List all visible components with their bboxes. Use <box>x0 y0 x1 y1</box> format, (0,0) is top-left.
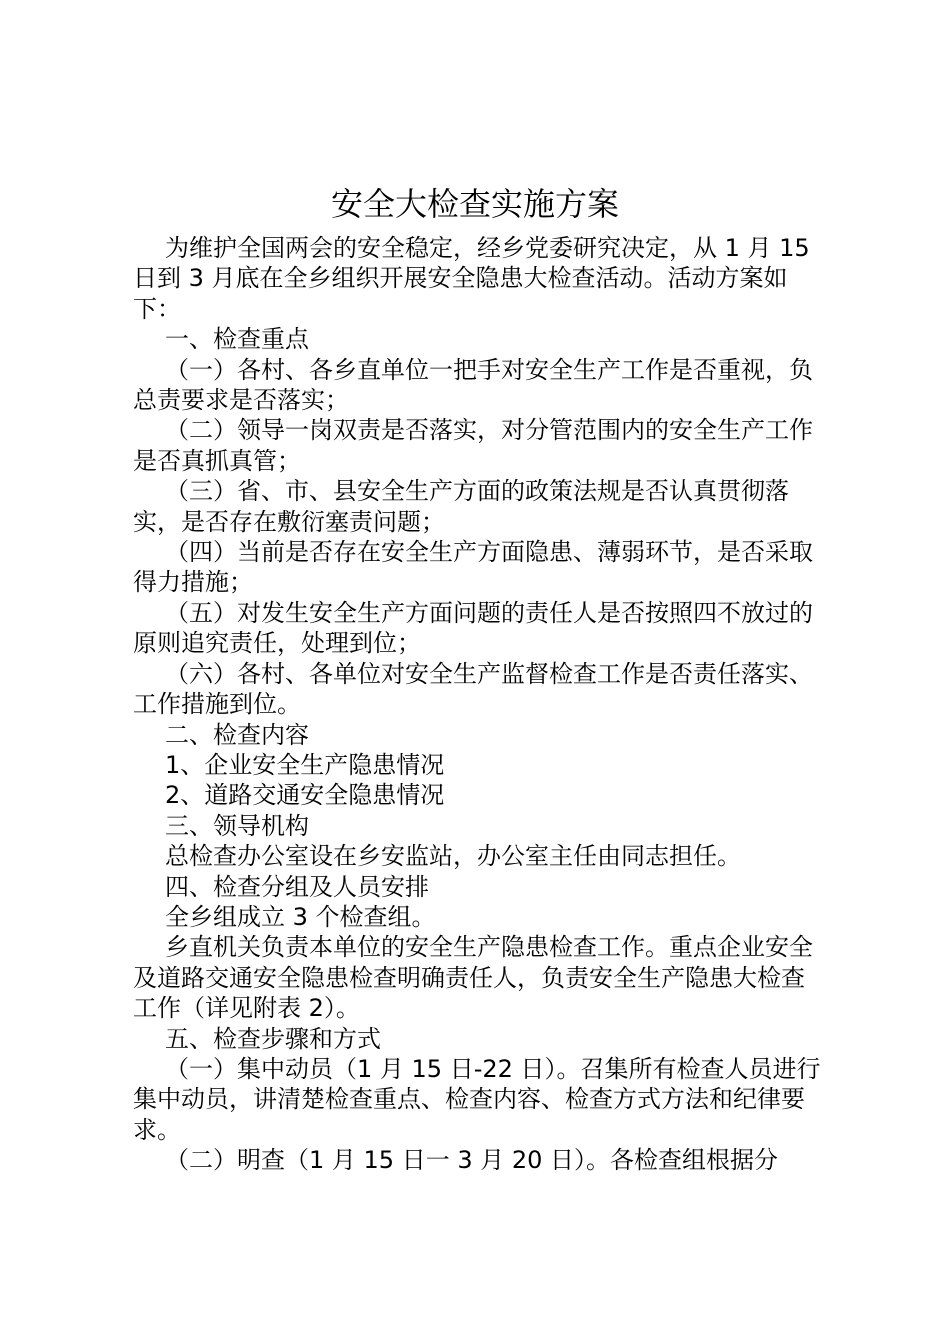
section-heading-4: 四、检查分组及人员安排 <box>165 872 429 901</box>
paragraph-item: （五）对发生安全生产方面问题的责任人是否按照四不放过的原则追究责任，处理到位； <box>133 598 813 658</box>
section-heading-3: 三、领导机构 <box>165 811 309 840</box>
paragraph-item: 2、道路交通安全隐患情况 <box>165 781 445 810</box>
paragraph-item: （二）领导一岗双责是否落实，对分管范围内的安全生产工作是否真抓真管； <box>133 416 813 475</box>
section-heading-1: 一、检查重点 <box>165 325 309 354</box>
paragraph-item: （六）各村、各单位对安全生产监督检查工作是否责任落实、工作措施到位。 <box>133 659 813 719</box>
paragraph-item: 总检查办公室设在乡安监站，办公室主任由同志担任。 <box>165 842 741 871</box>
paragraph-item: （一）集中动员（1 月 15 日-22 日）。召集所有检查人员进行集中动员，讲清楚检查重点、检查内容、检查方式方法和纪律要求。 <box>133 1054 821 1144</box>
paragraph-item: （一）各村、各乡直单位一把手对安全生产工作是否重视，负总责要求是否落实； <box>133 355 813 415</box>
paragraph-item: 1、企业安全生产隐患情况 <box>165 750 445 779</box>
document-body <box>133 233 823 1176</box>
section-heading-5: 五、检查步骤和方式 <box>165 1024 381 1053</box>
paragraph-intro: 为维护全国两会的安全稳定，经乡党委研究决定，从 1 月 15 日到 3 月底在全乡组织开展安全隐患大检查活动。活动方案如下： <box>133 234 810 323</box>
section-heading-2: 二、检查内容 <box>165 720 309 749</box>
paragraph-item: （二）明查（1 月 15 日一 3 月 20 日）。各检查组根据分 <box>165 1146 779 1175</box>
document-title: 安全大检查实施方案 <box>330 185 619 223</box>
paragraph-item: （四）当前是否存在安全生产方面隐患、薄弱环节，是否采取得力措施； <box>133 538 813 597</box>
paragraph-item: 全乡组成立 3 个检查组。 <box>165 902 436 931</box>
paragraph-item: 乡直机关负责本单位的安全生产隐患检查工作。重点企业安全及道路交通安全隐患检查明确责任人，负责安全生产隐患大检查工作（详见附表 2）。 <box>133 933 813 1023</box>
paragraph-item: （三）省、市、县安全生产方面的政策法规是否认真贯彻落实，是否存在敷衍塞责问题； <box>133 477 789 536</box>
